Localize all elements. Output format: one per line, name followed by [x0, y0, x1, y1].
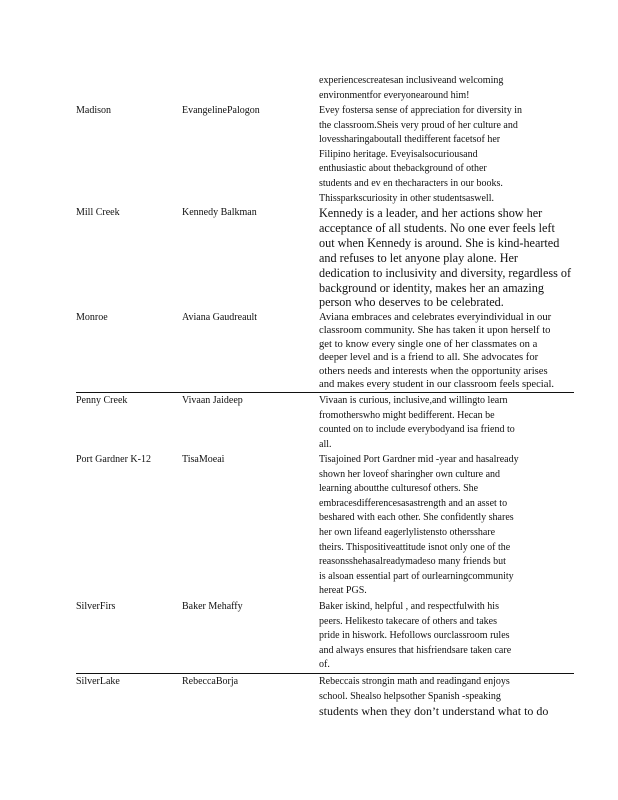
description-line: her own lifeand eagerlylistensto othersshare: [319, 526, 496, 538]
description-line: fromotherswho might bedifferent. Hecan be: [319, 409, 495, 421]
description-line: Vivaan is curious, inclusive,and willingto learn: [319, 395, 508, 406]
description-line: learning aboutthe culturesof others. She: [319, 483, 479, 495]
description-line: experiencescreatesan inclusiveand welcoming: [319, 75, 504, 86]
student-description: [319, 206, 575, 310]
student-description: [319, 675, 575, 719]
description-line: lovessharingaboutall thedifferent facetsof her: [319, 134, 501, 146]
school-name: SilverLake: [76, 676, 120, 687]
student-description: [319, 311, 575, 391]
description-line: school. Shealso helpsother Spanish -speaking: [319, 690, 501, 702]
student-name: EvangelinePalogon: [182, 105, 260, 116]
description-line: embracesdifferencesasastrength and an asset to: [319, 497, 508, 509]
student-description: [319, 600, 575, 673]
student-description: [319, 453, 575, 599]
description-line: others needs and interests when the opportunity arises: [319, 365, 548, 377]
student-description: [319, 104, 575, 206]
school-name: Madison: [76, 105, 111, 116]
student-name: TisaMoeai: [182, 454, 225, 465]
description-line: all.: [319, 438, 332, 450]
student-description: [319, 74, 575, 103]
description-line: and refuses to let anyone play alone. Her: [319, 250, 518, 265]
description-line: Rebeccais strongin math and readingand enjoys: [319, 676, 510, 687]
student-description: [319, 394, 575, 452]
school-name: Mill Creek: [76, 207, 120, 218]
description-line: Tisajoined Port Gardner mid -year and hasalready: [319, 454, 519, 465]
description-line: Thissparkscuriosity in other studentsaswell.: [319, 192, 494, 204]
description-line: Filipino heritage. Eveyisalsocuriousand: [319, 148, 478, 160]
school-name: Port Gardner K-12: [76, 454, 151, 465]
description-line: reasonsshehasalreadymadeso many friends but: [319, 556, 506, 568]
description-line: and always ensures that hisfriendsare taken care: [319, 644, 512, 656]
description-line: dedication to inclusivity and diversity, regardless of: [319, 265, 572, 280]
description-line: counted on to include everybodyand isa friend to: [319, 424, 515, 436]
description-line: deeper level and is a friend to all. She advocates for: [319, 352, 539, 364]
description-line: person who deserves to be celebrated.: [319, 295, 504, 310]
description-line: students when they don’t understand what to do: [319, 704, 549, 719]
description-line: pride in hiswork. Hefollows ourclassroom rules: [319, 630, 510, 642]
description-line: theirs. Thispositiveattitude isnot only one of the: [319, 541, 511, 553]
school-name: Penny Creek: [76, 395, 128, 406]
description-line: environmentfor everyonearound him!: [319, 89, 470, 101]
description-line: hereat PGS.: [319, 585, 367, 597]
student-name: RebeccaBorja: [182, 676, 239, 687]
school-name: SilverFirs: [76, 601, 116, 612]
description-line: beshared with each other. She confidently shares: [319, 512, 514, 524]
description-line: Evey fostersa sense of appreciation for diversity in: [319, 105, 522, 116]
row-divider: [76, 673, 574, 674]
description-line: out when Kennedy is around. She is kind-hearted: [319, 235, 560, 250]
description-line: enthusiastic about thebackground of other: [319, 163, 487, 175]
description-line: Aviana embraces and celebrates everyindividual in our: [319, 312, 552, 323]
description-line: and makes every student in our classroom feels special.: [319, 379, 555, 391]
description-line: students and ev en thecharacters in our books.: [319, 177, 503, 189]
description-line: of.: [319, 659, 330, 671]
description-line: classroom community. She has taken it upon herself to: [319, 325, 551, 337]
description-line: shown her loveof sharingher own culture and: [319, 468, 501, 480]
description-line: Kennedy is a leader, and her actions show her: [319, 206, 543, 220]
description-line: acceptance of all students. No one ever feels left: [319, 220, 555, 235]
student-name: Baker Mehaffy: [182, 601, 243, 612]
description-line: background or identity, makes her an amazing: [319, 280, 544, 295]
description-line: peers. Helikesto takecare of others and takes: [319, 615, 497, 627]
description-line: get to know every single one of her classmates on a: [319, 338, 538, 350]
school-name: Monroe: [76, 312, 108, 323]
description-line: the classroom.Sheis very proud of her culture and: [319, 119, 518, 131]
student-name: Aviana Gaudreault: [182, 312, 258, 323]
description-line: Baker iskind, helpful , and respectfulwith his: [319, 601, 499, 612]
description-line: is alsoan essential part of ourlearningcommunity: [319, 570, 514, 582]
student-name: Kennedy Balkman: [182, 207, 257, 218]
student-name: Vivaan Jaideep: [182, 395, 243, 406]
row-divider: [76, 392, 574, 393]
